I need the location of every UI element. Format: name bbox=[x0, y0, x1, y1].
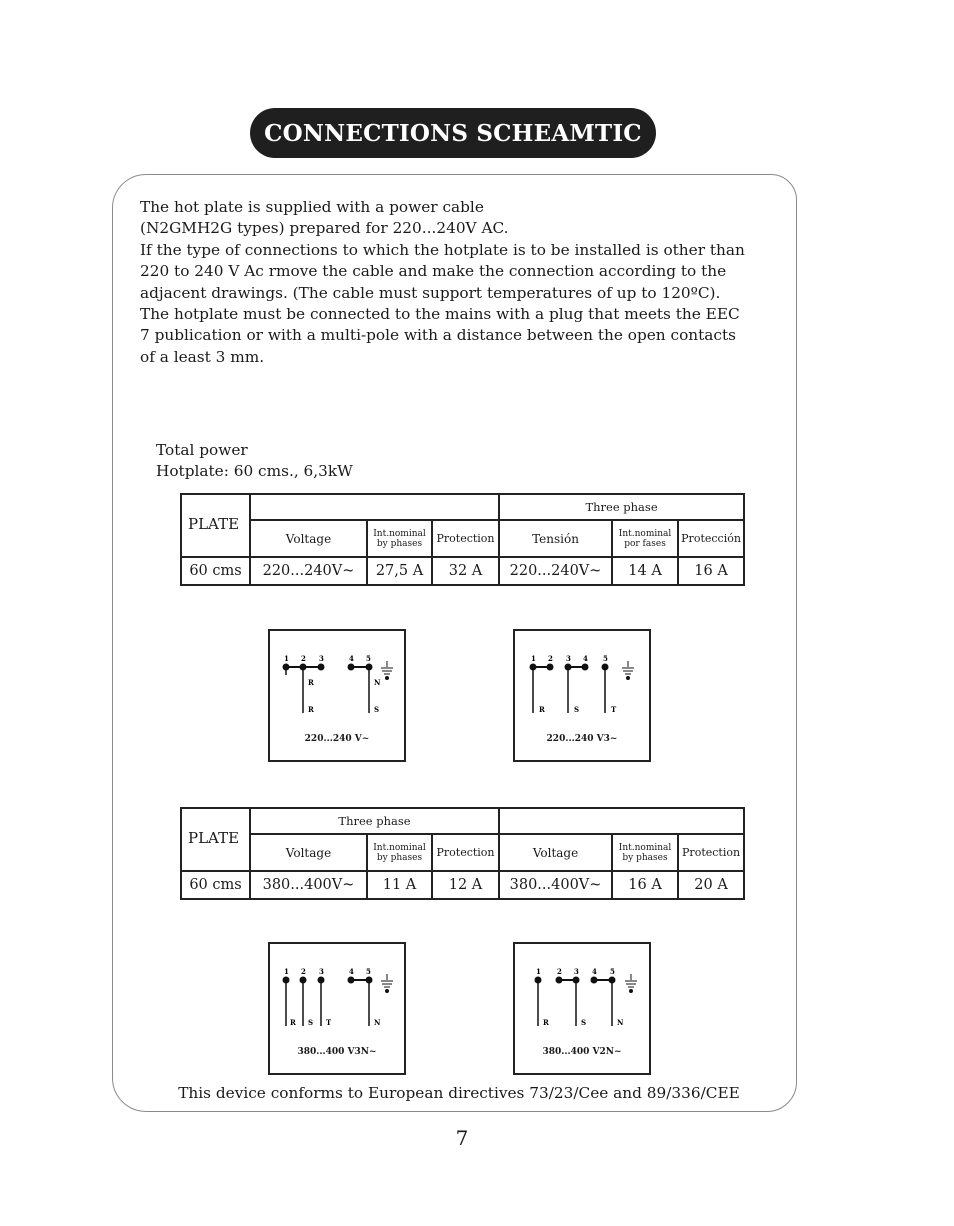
diagram-label: 220...240 V3~ bbox=[546, 734, 618, 744]
terminal-letter: R bbox=[539, 705, 545, 714]
col-header: Voltage bbox=[250, 834, 367, 871]
conformity-note: This device conforms to European directives 73/23/Cee and 89/336/CEE bbox=[178, 1084, 740, 1102]
terminal-letter: S bbox=[581, 1018, 587, 1027]
svg-text:2: 2 bbox=[548, 654, 553, 663]
svg-text:5: 5 bbox=[610, 967, 615, 976]
wiring-diagram-1 bbox=[268, 629, 406, 762]
page-title: CONNECTIONS SCHEAMTIC bbox=[250, 108, 656, 158]
table-cell: 220...240V~ bbox=[499, 557, 612, 585]
table-cell: 11 A bbox=[367, 871, 432, 899]
svg-text:1: 1 bbox=[284, 654, 289, 663]
terminal-letter: R bbox=[308, 678, 314, 687]
intro-line: The hotplate must be connected to the mains with a plug that meets the EEC bbox=[140, 305, 740, 324]
hotplate-power: Hotplate: 60 cms., 6,3kW bbox=[156, 462, 353, 480]
wiring-diagram-3 bbox=[268, 942, 406, 1075]
svg-text:4: 4 bbox=[349, 654, 354, 663]
svg-text:5: 5 bbox=[603, 654, 608, 663]
table-cell: 60 cms bbox=[181, 871, 250, 899]
col-header: Voltage bbox=[499, 834, 612, 871]
terminal-letter: N bbox=[374, 678, 381, 687]
svg-text:4: 4 bbox=[349, 967, 354, 976]
wiring-diagram-icon bbox=[270, 631, 408, 764]
group-header-left: Three phase bbox=[250, 808, 499, 834]
intro-line: 220 to 240 V Ac rmove the cable and make the connection according to the bbox=[140, 262, 727, 281]
wiring-diagram-icon bbox=[515, 944, 653, 1077]
table-cell: 27,5 A bbox=[367, 557, 432, 585]
intro-line: of a least 3 mm. bbox=[140, 347, 265, 366]
col-header: Int.nominal by phases bbox=[367, 520, 432, 557]
table-cell: 20 A bbox=[678, 871, 744, 899]
svg-text:1: 1 bbox=[536, 967, 541, 976]
power-label: Total power bbox=[156, 441, 248, 459]
terminal-letter: N bbox=[617, 1018, 624, 1027]
table-cell: 16 A bbox=[678, 557, 744, 585]
terminal-letter: R bbox=[308, 705, 314, 714]
svg-text:2: 2 bbox=[301, 967, 306, 976]
col-header: Tensión bbox=[499, 520, 612, 557]
terminal-letter: T bbox=[611, 705, 617, 714]
page-number: 7 bbox=[455, 1126, 469, 1150]
terminal-letter: R bbox=[543, 1018, 549, 1027]
terminal-letter: S bbox=[374, 705, 380, 714]
col-header: Voltage bbox=[250, 520, 367, 557]
intro-text bbox=[140, 197, 780, 368]
terminal-letter: T bbox=[326, 1018, 332, 1027]
col-header: Protection bbox=[678, 834, 744, 871]
col-header: Protection bbox=[432, 834, 499, 871]
svg-text:4: 4 bbox=[592, 967, 597, 976]
svg-text:4: 4 bbox=[583, 654, 588, 663]
table-cell: 380...400V~ bbox=[499, 871, 612, 899]
col-header: Int.nominal by phases bbox=[612, 834, 678, 871]
col-header: Protección bbox=[678, 520, 744, 557]
terminal-letter: S bbox=[308, 1018, 314, 1027]
plate-header: PLATE bbox=[181, 494, 250, 557]
wiring-diagram-icon bbox=[515, 631, 653, 764]
power-info bbox=[156, 440, 353, 482]
group-header-left bbox=[250, 494, 499, 520]
svg-text:1: 1 bbox=[531, 654, 536, 663]
wiring-diagram-2 bbox=[513, 629, 651, 762]
spec-table-2 bbox=[180, 807, 745, 900]
group-header-right bbox=[499, 808, 744, 834]
terminal-letter: R bbox=[290, 1018, 296, 1027]
group-header-right: Three phase bbox=[499, 494, 744, 520]
diagram-label: 380...400 V3N~ bbox=[297, 1047, 377, 1057]
diagram-label: 220...240 V~ bbox=[304, 734, 370, 744]
intro-line: 7 publication or with a multi-pole with a distance between the open contacts bbox=[140, 326, 736, 345]
table-cell: 380...400V~ bbox=[250, 871, 367, 899]
diagram-label: 380...400 V2N~ bbox=[542, 1047, 622, 1057]
svg-text:3: 3 bbox=[319, 967, 324, 976]
table-cell: 60 cms bbox=[181, 557, 250, 585]
table-cell: 14 A bbox=[612, 557, 678, 585]
table-cell: 12 A bbox=[432, 871, 499, 899]
svg-text:2: 2 bbox=[557, 967, 562, 976]
table-cell: 16 A bbox=[612, 871, 678, 899]
col-header: Int.nominal by phases bbox=[367, 834, 432, 871]
svg-text:1: 1 bbox=[284, 967, 289, 976]
col-header: Int.nominal por fases bbox=[612, 520, 678, 557]
col-header: Protection bbox=[432, 520, 499, 557]
svg-text:2: 2 bbox=[301, 654, 306, 663]
terminal-letter: S bbox=[574, 705, 580, 714]
wiring-diagram-icon bbox=[270, 944, 408, 1077]
intro-line: If the type of connections to which the hotplate is to be installed is other than bbox=[140, 240, 745, 259]
svg-text:5: 5 bbox=[366, 654, 371, 663]
svg-text:3: 3 bbox=[319, 654, 324, 663]
svg-text:3: 3 bbox=[566, 654, 571, 663]
intro-line: The hot plate is supplied with a power cable bbox=[140, 198, 484, 216]
svg-text:5: 5 bbox=[366, 967, 371, 976]
intro-line: (N2GMH2G types) prepared for 220...240V AC. bbox=[140, 219, 509, 238]
wiring-diagram-4 bbox=[513, 942, 651, 1075]
intro-line: adjacent drawings. (The cable must support temperatures of up to 120ºC). bbox=[140, 283, 721, 302]
spec-table-1 bbox=[180, 493, 745, 586]
table-cell: 220...240V~ bbox=[250, 557, 367, 585]
table-cell: 32 A bbox=[432, 557, 499, 585]
plate-header: PLATE bbox=[181, 808, 250, 871]
terminal-letter: N bbox=[374, 1018, 381, 1027]
svg-text:3: 3 bbox=[574, 967, 579, 976]
